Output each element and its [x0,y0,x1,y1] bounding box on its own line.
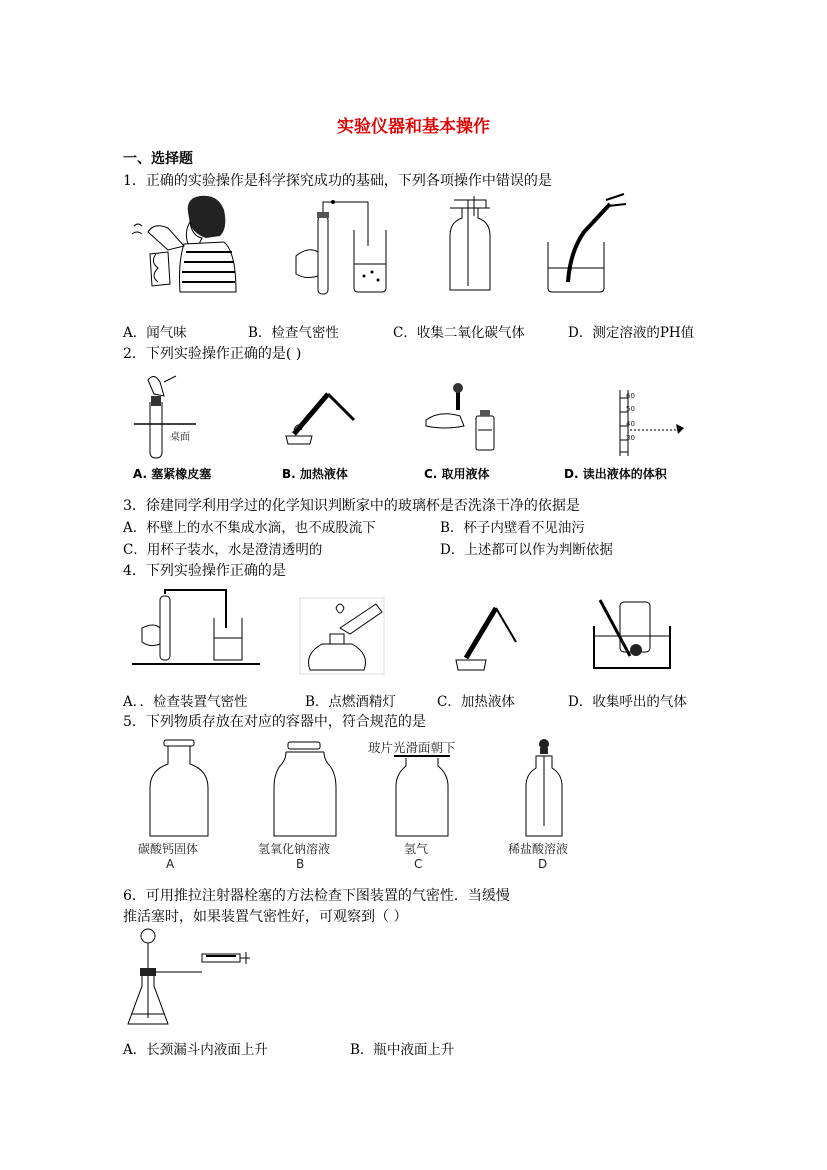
q4-figure-collect-gas [590,596,674,672]
question-6-stem-line2: 推活塞时，如果装置气密性好，可观察到（ ） [123,909,408,925]
q5-bottle-c-label: 氢气 [404,842,429,856]
q5-bottle-c-letter[interactable]: C [414,857,423,871]
q1-figure-ph [544,192,630,296]
q6-option-b[interactable]: B．瓶中液面上升 [350,1042,455,1058]
q2-caption-d[interactable]: D. 读出液体的体积 [564,467,667,481]
q5-bottle-d [524,738,564,838]
q1-figure-airtight [288,196,388,296]
q4-option-c[interactable]: C．加热液体 [437,694,515,710]
q3-option-b[interactable]: B．杯子内壁看不见油污 [440,520,585,536]
q2-scale-tick-60: 60 [626,392,635,400]
question-5-stem: 5．下列物质存放在对应的容器中，符合规范的是 [123,714,426,730]
q3-option-c[interactable]: C．用杯子装水，水是澄清透明的 [123,542,323,558]
question-6-stem-line1: 6．可用推拉注射器栓塞的方法检查下图装置的气密性．当缓慢 [123,888,510,904]
q1-option-c[interactable]: C．收集二氧化碳气体 [393,325,525,341]
q5-bottle-a [148,740,210,838]
q4-figure-heat [450,598,520,674]
q6-figure-apparatus [126,928,252,1030]
q1-option-a[interactable]: A．闻气味 [123,325,187,341]
q5-glass-note: 玻片光滑面朝下 [368,740,456,755]
q4-option-a[interactable]: A．．检查装置气密性 [123,694,248,710]
q5-bottle-d-label: 稀盐酸溶液 [508,842,569,856]
q5-bottle-b [272,740,338,838]
q5-bottle-a-label: 碳酸钙固体 [138,842,199,856]
q2-caption-b[interactable]: B. 加热液体 [282,467,348,481]
q4-option-d[interactable]: D．收集呼出的气体 [568,694,687,710]
question-3-stem: 3．徐建同学利用学过的化学知识判断家中的玻璃杯是否洗涤干净的依据是 [123,498,580,514]
section-heading: 一、选择题 [123,151,193,167]
q4-figure-airtight [132,588,260,668]
q5-bottle-a-letter[interactable]: A [166,857,175,871]
q5-bottle-d-letter[interactable]: D [538,857,548,871]
q4-figure-alcohol-lamp [300,598,384,674]
q1-figure-smell [128,192,240,298]
q5-bottle-b-label: 氢氧化钠溶液 [258,842,331,856]
q2-scale-tick-40: 40 [626,420,635,428]
q1-figure-co2-bottle [444,196,496,296]
question-2-stem: 2．下列实验操作正确的是( ) [123,346,302,362]
q6-option-a[interactable]: A．长颈漏斗内液面上升 [123,1042,268,1058]
q5-bottle-c [392,754,452,838]
q2-figure-read-volume [606,390,686,456]
q2-figure-take-liquid [420,380,498,454]
q2-scale-tick-30: 30 [626,434,635,442]
question-4-stem: 4．下列实验操作正确的是 [123,563,286,579]
page-title: 实验仪器和基本操作 [337,117,490,137]
q2-caption-c[interactable]: C. 取用液体 [424,467,490,481]
q2-desk-label: 桌面 [170,432,190,443]
q3-option-a[interactable]: A．杯壁上的水不集成水滴，也不成股流下 [123,520,376,536]
q4-option-b[interactable]: B．点燃酒精灯 [305,694,396,710]
q5-bottle-b-letter[interactable]: B [296,857,305,871]
question-1-stem: 1．正确的实验操作是科学探究成功的基础，下列各项操作中错误的是 [123,173,552,189]
q2-caption-a[interactable]: A. 塞紧橡皮塞 [133,467,212,481]
q2-scale-tick-50: 50 [626,405,635,413]
q2-figure-heat [282,380,358,450]
q3-option-d[interactable]: D．上述都可以作为判断依据 [440,542,613,558]
q2-figure-stopper [130,372,200,458]
q1-option-d[interactable]: D．测定溶液的PH值 [568,325,695,341]
q1-option-b[interactable]: B．检查气密性 [248,325,339,341]
